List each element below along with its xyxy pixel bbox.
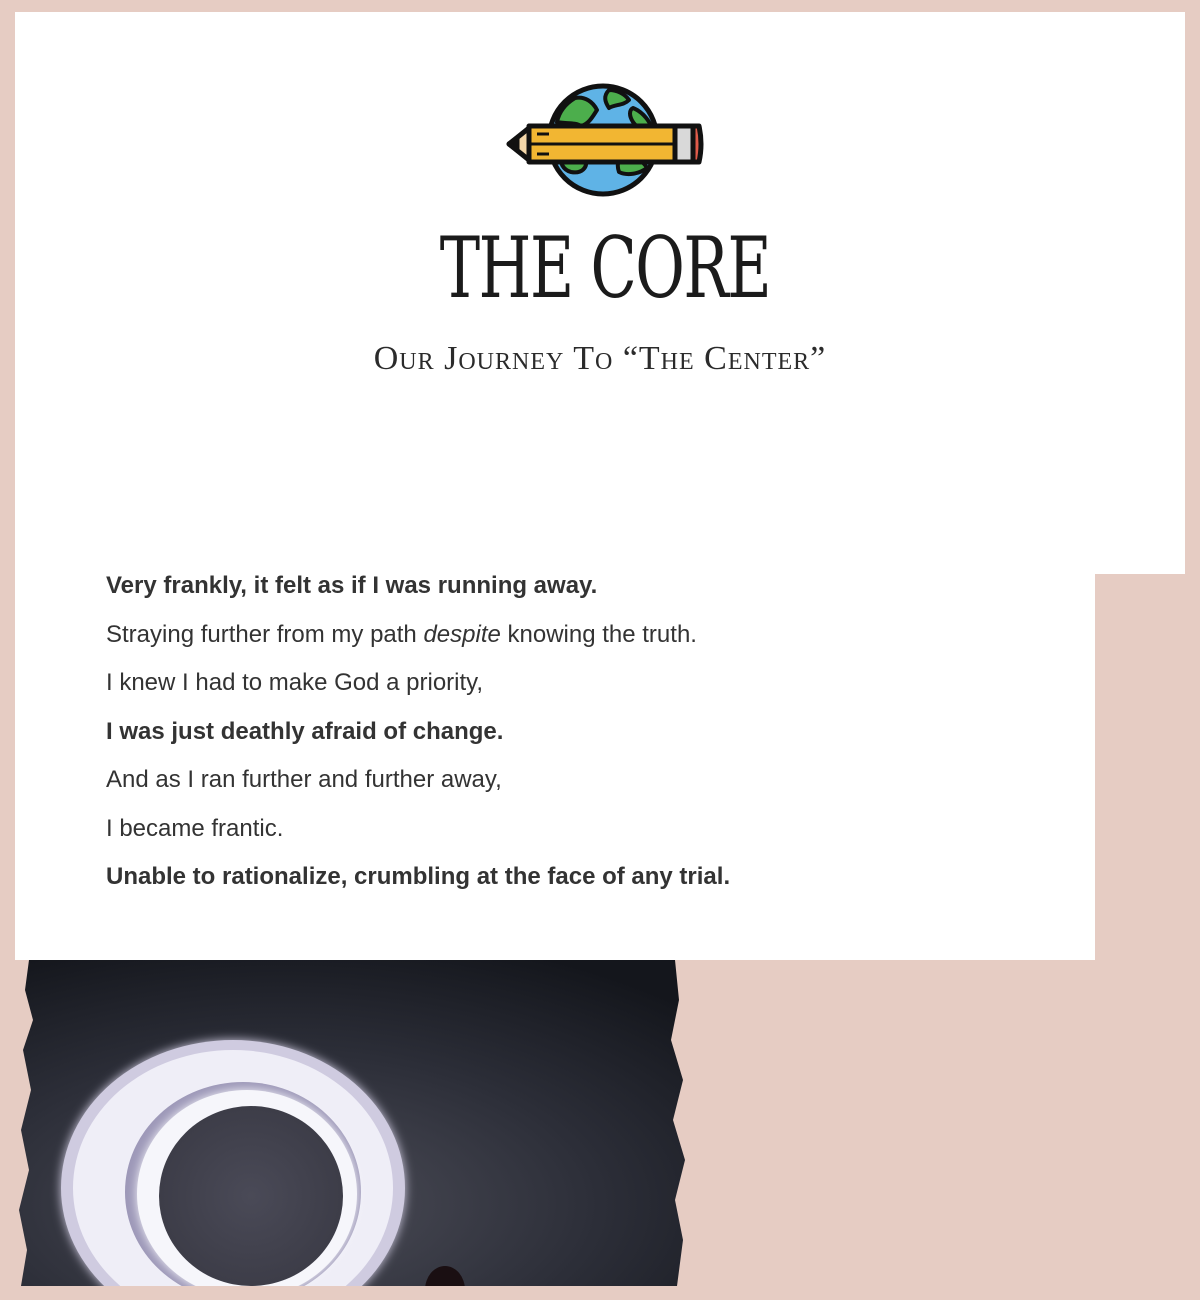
story-line: Very frankly, it felt as if I was running away. [106, 572, 598, 599]
story-line: I was just deathly afraid of change. [106, 717, 504, 745]
story-line-text: Straying further from my path [106, 620, 424, 648]
site-tagline: Our Journey To “The Center” [373, 340, 827, 377]
story-line: I knew I had to make God a priority, [106, 669, 484, 696]
story-text [106, 562, 1006, 902]
story-line: I became frantic. [106, 814, 284, 842]
story-line-emphasis: despite [423, 620, 501, 648]
glowing-ring-light-image [15, 960, 690, 1286]
globe-pencil-icon[interactable] [505, 82, 705, 198]
story-line-text: knowing the truth. [500, 620, 697, 648]
story-line: Unable to rationalize, crumbling at the face of any trial. [106, 863, 731, 890]
story-line: And as I ran further and further away, [106, 766, 502, 793]
site-title[interactable]: THE CORE [439, 219, 771, 317]
story-line [106, 611, 1006, 660]
